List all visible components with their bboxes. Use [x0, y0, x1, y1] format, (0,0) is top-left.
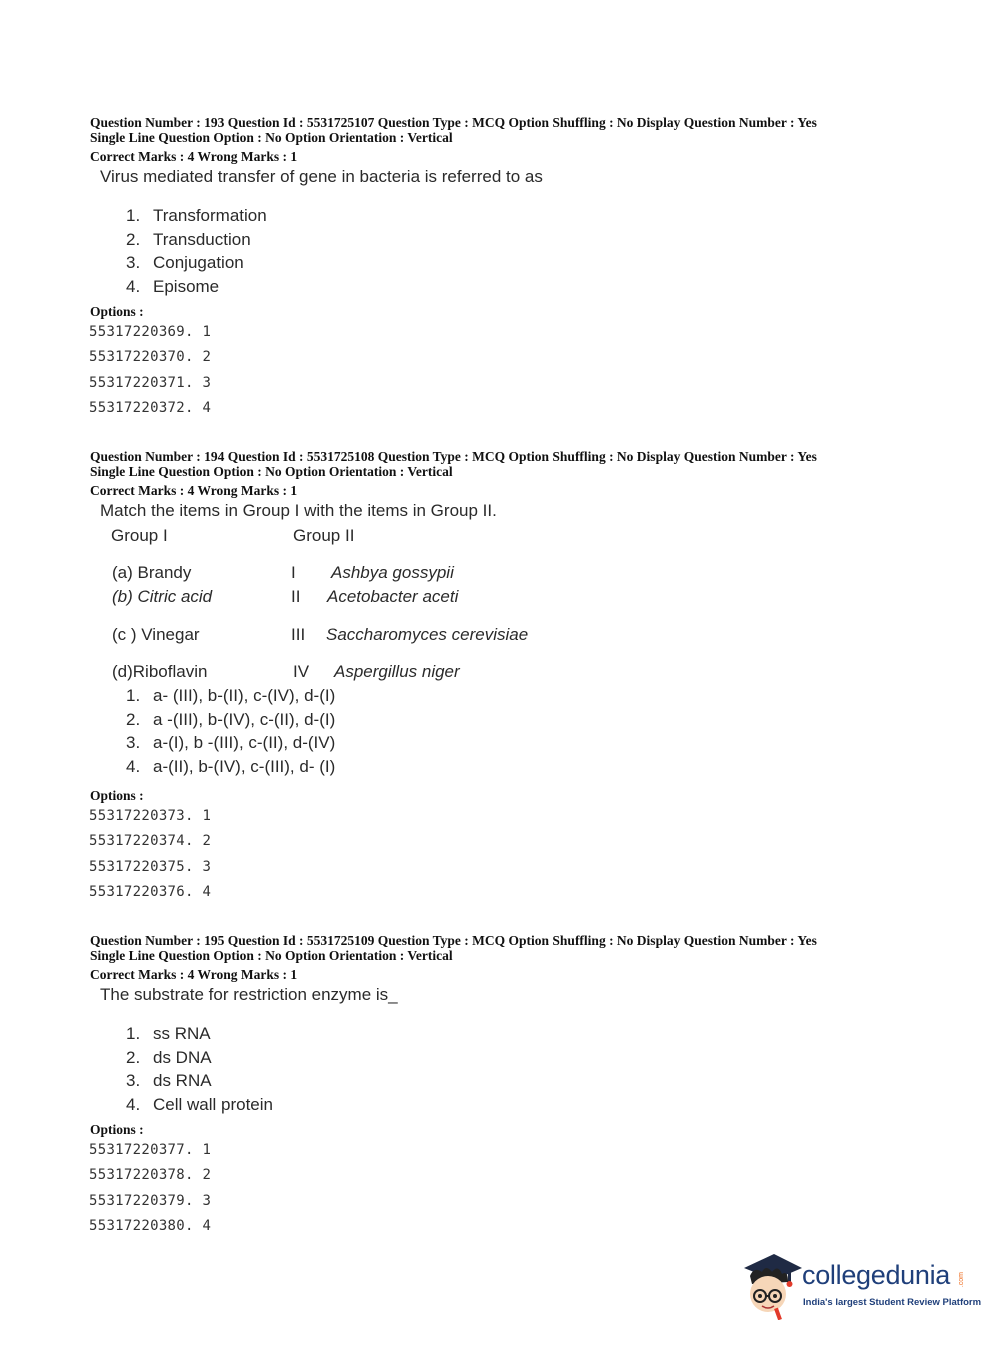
option-id: 55317220370. 2 [89, 349, 212, 366]
question-195-choices [126, 1022, 273, 1116]
question-193-options-label: Options : [90, 304, 144, 319]
match-left-a: (a) Brandy [112, 563, 192, 582]
meta-line-2: Single Line Question Option : No Option Orientation : Vertical [90, 130, 453, 145]
option-id: 55317220373. 1 [89, 808, 212, 824]
option-id: 55317220374. 2 [89, 833, 212, 850]
logo-tagline: India's largest Student Review Platform [803, 1297, 982, 1308]
question-195-text: The substrate for restriction enzyme is_ [100, 985, 398, 1004]
question-193-marks: Correct Marks : 4 Wrong Marks : 1 [90, 149, 298, 164]
choice-item: 2. ds DNA [126, 1047, 212, 1067]
meta-line-2: Single Line Question Option : No Option Orientation : Vertical [90, 948, 453, 963]
question-194-options-label: Options : [90, 788, 144, 803]
question-194-marks: Correct Marks : 4 Wrong Marks : 1 [90, 483, 298, 498]
meta-line-2: Single Line Question Option : No Option Orientation : Vertical [90, 464, 453, 479]
collegedunia-logo [740, 1250, 982, 1320]
match-num-3: III [291, 625, 306, 644]
match-right-3: Saccharomyces cerevisiae [326, 625, 529, 644]
choice-item: 4. Episome [126, 276, 220, 296]
match-right-1: Ashbya gossypii [331, 563, 454, 582]
meta-line-1: Question Number : 193 Question Id : 5531725107 Question Type : MCQ Option Shuffling : No Display Question Number : Yes [90, 115, 817, 130]
question-193-text: Virus mediated transfer of gene in bacteria is referred to as [100, 167, 543, 186]
choice-item: 3. Conjugation [126, 253, 244, 272]
match-left-b: (b) Citric acid [112, 587, 213, 606]
choice-item: 1. ss RNA [126, 1024, 211, 1043]
match-num-1: I [291, 563, 296, 582]
option-id: 55317220377. 1 [89, 1142, 212, 1158]
meta-line-1: Question Number : 194 Question Id : 5531725108 Question Type : MCQ Option Shuffling : No Display Question Number : Yes [90, 449, 817, 464]
choice-item: 1. Transformation [126, 206, 267, 225]
meta-line-1: Question Number : 195 Question Id : 5531725109 Question Type : MCQ Option Shuffling : No Display Question Number : Yes [90, 933, 817, 948]
choice-item: 3. ds RNA [126, 1071, 212, 1090]
option-id: 55317220371. 3 [89, 374, 212, 391]
choice-item: 3. a-(I), b -(III), c-(II), d-(IV) [126, 733, 336, 752]
mascot-icon [740, 1250, 804, 1320]
choice-item: 2. a -(III), b-(IV), c-(II), d-(I) [126, 709, 336, 729]
option-id: 55317220379. 3 [89, 1192, 212, 1209]
choice-item: 4. a-(II), b-(IV), c-(III), d- (I) [126, 756, 336, 776]
question-195-marks: Correct Marks : 4 Wrong Marks : 1 [90, 967, 298, 982]
question-195-options [89, 1138, 211, 1239]
option-id: 55317220378. 2 [89, 1167, 212, 1184]
question-193-choices [126, 204, 267, 298]
option-id: 55317220375. 3 [89, 858, 212, 875]
group-1-header: Group I [111, 526, 168, 545]
logo-suffix: .com [958, 1272, 965, 1288]
option-id: 55317220380. 4 [89, 1217, 212, 1234]
match-right-4: Aspergillus niger [334, 662, 460, 681]
question-194-choices [126, 684, 335, 778]
question-194-text: Match the items in Group I with the items in Group II. [100, 501, 497, 520]
match-num-2: II [291, 587, 301, 606]
question-195-options-label: Options : [90, 1122, 144, 1137]
logo-name: collegedunia [802, 1260, 951, 1290]
choice-item: 4. Cell wall protein [126, 1094, 273, 1114]
question-193-options [89, 320, 211, 421]
option-id: 55317220369. 1 [89, 324, 212, 340]
match-right-2: Acetobacter aceti [327, 587, 459, 606]
match-left-c: (c ) Vinegar [112, 625, 200, 644]
option-id: 55317220372. 4 [89, 399, 212, 416]
question-195-meta [90, 933, 990, 963]
choice-item: 2. Transduction [126, 229, 251, 249]
group-2-header: Group II [293, 526, 355, 545]
option-id: 55317220376. 4 [89, 883, 212, 900]
choice-item: 1. a- (III), b-(II), c-(IV), d-(I) [126, 686, 336, 705]
question-193-meta [90, 115, 990, 145]
question-194-options [89, 804, 211, 905]
match-left-d: (d)Riboflavin [112, 662, 208, 681]
match-num-4: IV [293, 662, 310, 681]
question-194-meta [90, 449, 990, 479]
